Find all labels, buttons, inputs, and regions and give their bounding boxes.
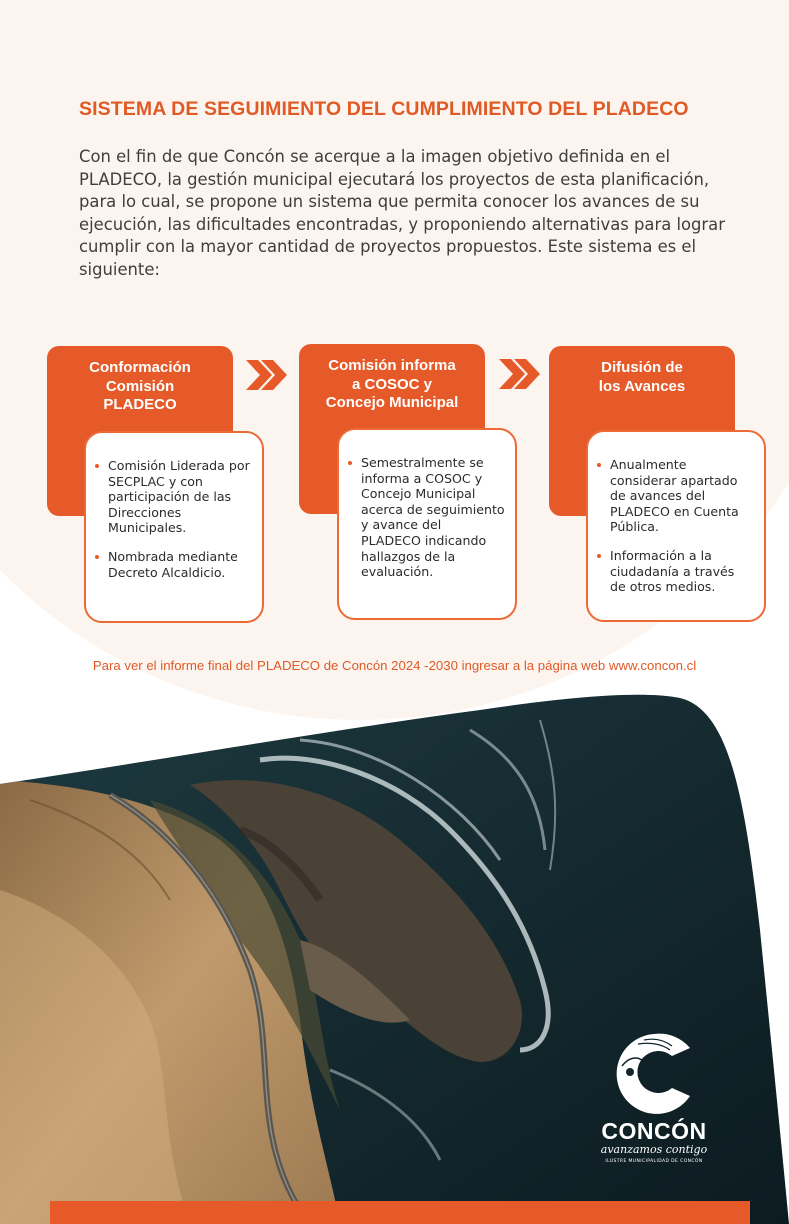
step-1-card [84, 431, 264, 623]
chevron-right-icon [244, 358, 288, 392]
concon-logo [592, 1026, 716, 1168]
step-2-title-line: a COSOC y [351, 375, 433, 393]
page-title: SISTEMA DE SEGUIMIENTO DEL CUMPLIMIENTO DEL PLADECO [79, 98, 689, 120]
footnote-link-text: Para ver el informe final del PLADECO de Concón 2024 -2030 ingresar a la página web www.concon.cl [92, 658, 697, 673]
step-3-title-line: los Avances [598, 377, 686, 395]
step-1-title-line: Conformación [89, 359, 191, 376]
logo-subtitle: ILUSTRE MUNICIPALIDAD DE CONCÓN [605, 1159, 703, 1164]
step-3-title-line: Difusión de [601, 359, 683, 376]
step-1-title-line: PLADECO [103, 396, 177, 413]
step-1-title-line: Comisión [105, 377, 175, 395]
step-2-title-line: Comisión informa [328, 357, 456, 374]
step-1-bullet: Comisión Liderada por SECPLAC y con participación de las Direcciones Municipales. [94, 458, 252, 536]
logo-emblem-icon [592, 1026, 716, 1118]
step-3-bullet: Información a la ciudadanía a través de otros medios. [596, 548, 754, 595]
step-2-title-line: Concejo Municipal [325, 394, 459, 411]
step-1-bullet: Nombrada mediante Decreto Alcaldicio. [94, 549, 252, 580]
footer-accent-bar [50, 1201, 750, 1224]
chevron-right-icon [497, 357, 541, 391]
step-2-bullet: Semestralmente se informa a COSOC y Concejo Municipal acerca de seguimiento y avance del PLADECO indicando hallazgos de la evaluación. [347, 455, 505, 580]
intro-paragraph: Con el fin de que Concón se acerque a la imagen objetivo definida en el PLADECO, la gestión municipal ejecutará los proyectos de esta planificación, para lo cual, se propone un sistema que permita conocer los avances de su ejecución, las dificultades encontradas, y proponiendo alternativas para lograr cumplir con la mayor cantidad de proyectos propuestos. Este sistema es el siguiente: [79, 147, 725, 279]
step-2-card [337, 428, 517, 620]
logo-tagline: avanzamos contigo [600, 1143, 708, 1156]
logo-wordmark: CONCÓN [601, 1118, 707, 1144]
step-3-bullet: Anualmente considerar apartado de avances del PLADECO en Cuenta Pública. [596, 457, 754, 535]
step-3-card [586, 430, 766, 622]
